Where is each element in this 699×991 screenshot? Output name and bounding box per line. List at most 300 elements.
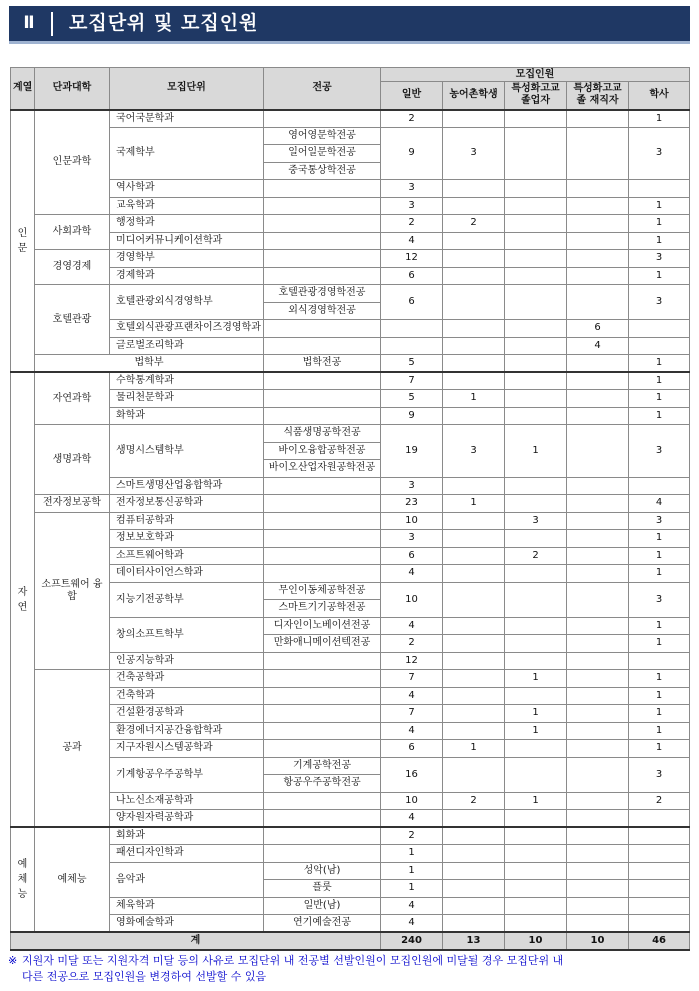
group-cell: 인 문 (11, 110, 35, 373)
rural-cell (443, 320, 505, 338)
unit-cell: 건축학과 (110, 687, 264, 705)
vocgrad-cell (505, 565, 567, 583)
vocgrad-cell (505, 372, 567, 390)
general-cell: 4 (381, 617, 443, 635)
rural-cell (443, 757, 505, 792)
quota-table (10, 67, 690, 951)
major-cell: 바이오융합공학전공 (264, 442, 381, 460)
major-cell: 플룻 (264, 880, 381, 898)
general-cell: 3 (381, 197, 443, 215)
college-cell: 경영경제 (35, 250, 110, 285)
vocgrad-cell (505, 495, 567, 513)
unit-cell: 체육학과 (110, 897, 264, 915)
vocgrad-cell (505, 915, 567, 933)
rural-cell (443, 565, 505, 583)
major-cell: 바이오산업자원공학전공 (264, 460, 381, 478)
college-cell: 사회과학 (35, 215, 110, 250)
college-cell: 전자정보공학 (35, 495, 110, 513)
vocgrad-cell (505, 530, 567, 548)
group-cell: 예 체 능 (11, 827, 35, 932)
general-cell: 4 (381, 810, 443, 828)
col-unit: 모집단위 (110, 68, 264, 110)
vocgrad-cell (505, 635, 567, 653)
college-cell: 자연과학 (35, 372, 110, 425)
rural-cell (443, 232, 505, 250)
unit-cell: 기계항공우주공학부 (110, 757, 264, 792)
unit-cell: 역사학과 (110, 180, 264, 198)
major-cell: 디자인이노베이션전공 (264, 617, 381, 635)
unit-cell: 화학과 (110, 407, 264, 425)
rural-cell (443, 670, 505, 688)
vocgrad-cell (505, 110, 567, 128)
general-cell: 7 (381, 372, 443, 390)
major-cell (264, 477, 381, 495)
major-cell: 성악(남) (264, 862, 381, 880)
rural-cell (443, 652, 505, 670)
unit-cell: 지구자원시스템공학과 (110, 740, 264, 758)
vocwork-cell (567, 355, 629, 373)
rural-cell (443, 355, 505, 373)
unit-cell: 나노신소재공학과 (110, 792, 264, 810)
col-rural: 농어촌학생 (443, 82, 505, 110)
major-cell (264, 372, 381, 390)
vocgrad-cell (505, 267, 567, 285)
vocwork-cell (567, 565, 629, 583)
rural-cell: 1 (443, 495, 505, 513)
total-bachelor: 46 (629, 932, 690, 950)
college-cell: 소프트웨어 융합 (35, 512, 110, 670)
rural-cell (443, 547, 505, 565)
general-cell: 4 (381, 565, 443, 583)
major-cell: 항공우주공학전공 (264, 775, 381, 793)
note-line-2: 다른 전공으로 모집인원을 변경하여 선발할 수 있음 (22, 970, 267, 983)
vocwork-cell (567, 267, 629, 285)
vocwork-cell (567, 582, 629, 617)
vocgrad-cell (505, 862, 567, 880)
vocgrad-cell: 1 (505, 670, 567, 688)
bachelor-cell: 3 (629, 582, 690, 617)
unit-cell: 교육학과 (110, 197, 264, 215)
bachelor-cell: 1 (629, 232, 690, 250)
vocgrad-cell: 2 (505, 547, 567, 565)
vocwork-cell (567, 390, 629, 408)
unit-cell: 생명시스템학부 (110, 425, 264, 478)
rural-cell (443, 285, 505, 320)
rural-cell: 3 (443, 127, 505, 180)
col-general: 일반 (381, 82, 443, 110)
bachelor-cell (629, 810, 690, 828)
col-college: 단과대학 (35, 68, 110, 110)
major-cell: 영어영문학전공 (264, 127, 381, 145)
general-cell: 4 (381, 897, 443, 915)
major-cell (264, 530, 381, 548)
bachelor-cell: 1 (629, 565, 690, 583)
rural-cell (443, 512, 505, 530)
rural-cell: 2 (443, 792, 505, 810)
total-label: 계 (11, 932, 381, 950)
bachelor-cell: 1 (629, 407, 690, 425)
total-general: 240 (381, 932, 443, 950)
col-bachelor: 학사 (629, 82, 690, 110)
general-cell: 6 (381, 547, 443, 565)
rural-cell (443, 477, 505, 495)
vocwork-cell (567, 250, 629, 268)
rural-cell (443, 407, 505, 425)
general-cell: 16 (381, 757, 443, 792)
vocgrad-cell (505, 285, 567, 320)
rural-cell (443, 722, 505, 740)
bachelor-cell (629, 915, 690, 933)
bachelor-cell: 3 (629, 757, 690, 792)
rural-cell (443, 180, 505, 198)
bachelor-cell: 1 (629, 547, 690, 565)
vocgrad-cell (505, 687, 567, 705)
vocwork-cell (567, 180, 629, 198)
bachelor-cell: 1 (629, 390, 690, 408)
major-cell: 법학전공 (264, 355, 381, 373)
section-header (9, 6, 690, 44)
vocwork-cell (567, 705, 629, 723)
rural-cell: 1 (443, 740, 505, 758)
general-cell: 5 (381, 355, 443, 373)
vocwork-cell (567, 757, 629, 792)
unit-cell: 호텔관광외식경영학부 (110, 285, 264, 320)
major-cell: 일어일문학전공 (264, 145, 381, 163)
bachelor-cell: 1 (629, 687, 690, 705)
bachelor-cell (629, 827, 690, 845)
vocwork-cell (567, 110, 629, 128)
vocgrad-cell (505, 250, 567, 268)
major-cell: 무인이동체공학전공 (264, 582, 381, 600)
vocwork-cell (567, 197, 629, 215)
major-cell (264, 390, 381, 408)
vocwork-cell (567, 232, 629, 250)
unit-cell: 글로벌조리학과 (110, 337, 264, 355)
section-title: 모집단위 및 모집인원 (69, 12, 259, 34)
note-mark: ※ (8, 954, 18, 967)
vocgrad-cell: 1 (505, 705, 567, 723)
major-cell: 호텔관광경영학전공 (264, 285, 381, 303)
unit-cell: 정보보호학과 (110, 530, 264, 548)
vocwork-cell (567, 530, 629, 548)
vocgrad-cell (505, 197, 567, 215)
unit-cell: 물리천문학과 (110, 390, 264, 408)
general-cell: 3 (381, 180, 443, 198)
header-divider (51, 12, 53, 36)
bachelor-cell: 1 (629, 635, 690, 653)
vocwork-cell (567, 635, 629, 653)
bachelor-cell: 4 (629, 495, 690, 513)
bachelor-cell (629, 652, 690, 670)
major-cell: 연기예술전공 (264, 915, 381, 933)
major-cell (264, 792, 381, 810)
general-cell: 2 (381, 635, 443, 653)
unit-cell: 인공지능학과 (110, 652, 264, 670)
vocgrad-cell (505, 810, 567, 828)
rural-cell: 2 (443, 215, 505, 233)
general-cell: 6 (381, 267, 443, 285)
vocgrad-cell (505, 320, 567, 338)
vocwork-cell: 4 (567, 337, 629, 355)
vocgrad-cell (505, 652, 567, 670)
general-cell: 10 (381, 512, 443, 530)
vocwork-cell (567, 862, 629, 880)
rural-cell (443, 862, 505, 880)
bachelor-cell: 3 (629, 127, 690, 180)
general-cell: 19 (381, 425, 443, 478)
major-cell (264, 810, 381, 828)
vocwork-cell (567, 880, 629, 898)
general-cell (381, 337, 443, 355)
bachelor-cell (629, 337, 690, 355)
unit-cell: 경영학부 (110, 250, 264, 268)
major-cell (264, 565, 381, 583)
total-vocgrad: 10 (505, 932, 567, 950)
total-row (11, 932, 690, 950)
bachelor-cell: 1 (629, 110, 690, 128)
general-cell: 6 (381, 285, 443, 320)
unit-cell: 음악과 (110, 862, 264, 897)
unit-cell: 양자원자력공학과 (110, 810, 264, 828)
unit-cell: 소프트웨어학과 (110, 547, 264, 565)
vocgrad-cell: 1 (505, 425, 567, 478)
major-cell (264, 827, 381, 845)
general-cell: 12 (381, 652, 443, 670)
unit-cell: 데이터사이언스학과 (110, 565, 264, 583)
bachelor-cell: 1 (629, 705, 690, 723)
vocgrad-cell (505, 390, 567, 408)
major-cell: 스마트기기공학전공 (264, 600, 381, 618)
general-cell: 3 (381, 477, 443, 495)
vocwork-cell (567, 547, 629, 565)
vocwork-cell (567, 897, 629, 915)
bachelor-cell: 3 (629, 250, 690, 268)
vocwork-cell (567, 425, 629, 478)
bachelor-cell: 1 (629, 530, 690, 548)
vocwork-cell (567, 127, 629, 180)
vocwork-cell (567, 617, 629, 635)
vocwork-cell (567, 915, 629, 933)
college-cell: 예체능 (35, 827, 110, 932)
major-cell (264, 407, 381, 425)
bachelor-cell: 1 (629, 355, 690, 373)
general-cell: 4 (381, 687, 443, 705)
unit-cell: 패션디자인학과 (110, 845, 264, 863)
general-cell: 2 (381, 827, 443, 845)
bachelor-cell: 1 (629, 267, 690, 285)
unit-cell: 행정학과 (110, 215, 264, 233)
vocwork-cell (567, 285, 629, 320)
rural-cell (443, 827, 505, 845)
rural-cell (443, 372, 505, 390)
vocgrad-cell (505, 897, 567, 915)
unit-cell: 경제학과 (110, 267, 264, 285)
general-cell: 2 (381, 110, 443, 128)
major-cell (264, 512, 381, 530)
college-cell: 호텔관광 (35, 285, 110, 355)
vocgrad-cell (505, 477, 567, 495)
bachelor-cell: 1 (629, 215, 690, 233)
general-cell: 23 (381, 495, 443, 513)
college-cell: 인문과학 (35, 110, 110, 215)
unit-cell: 지능기전공학부 (110, 582, 264, 617)
rural-cell (443, 617, 505, 635)
col-vocwork: 특성화고교졸 재직자 (567, 82, 629, 110)
unit-cell: 법학부 (35, 355, 264, 373)
bachelor-cell: 1 (629, 722, 690, 740)
unit-cell: 스마트생명산업융합학과 (110, 477, 264, 495)
major-cell (264, 232, 381, 250)
major-cell: 일반(남) (264, 897, 381, 915)
vocwork-cell (567, 477, 629, 495)
vocgrad-cell (505, 355, 567, 373)
major-cell (264, 740, 381, 758)
bachelor-cell: 3 (629, 512, 690, 530)
rural-cell (443, 897, 505, 915)
college-cell: 생명과학 (35, 425, 110, 495)
major-cell (264, 267, 381, 285)
bachelor-cell: 1 (629, 670, 690, 688)
major-cell (264, 705, 381, 723)
vocgrad-cell (505, 757, 567, 792)
bachelor-cell: 1 (629, 372, 690, 390)
vocwork-cell (567, 722, 629, 740)
general-cell: 4 (381, 232, 443, 250)
unit-cell: 국제학부 (110, 127, 264, 180)
vocgrad-cell (505, 407, 567, 425)
bachelor-cell: 3 (629, 285, 690, 320)
bachelor-cell (629, 862, 690, 880)
major-cell (264, 652, 381, 670)
major-cell (264, 670, 381, 688)
unit-cell: 컴퓨터공학과 (110, 512, 264, 530)
bachelor-cell: 2 (629, 792, 690, 810)
rural-cell (443, 810, 505, 828)
vocgrad-cell (505, 180, 567, 198)
general-cell: 1 (381, 845, 443, 863)
major-cell (264, 722, 381, 740)
major-cell: 중국통상학전공 (264, 162, 381, 180)
vocwork-cell (567, 792, 629, 810)
footnote (8, 953, 691, 985)
unit-cell: 전자정보통신공학과 (110, 495, 264, 513)
rural-cell (443, 110, 505, 128)
unit-cell: 영화예술학과 (110, 915, 264, 933)
general-cell: 5 (381, 390, 443, 408)
rural-cell (443, 705, 505, 723)
rural-cell (443, 687, 505, 705)
unit-cell: 창의소프트학부 (110, 617, 264, 652)
general-cell: 4 (381, 722, 443, 740)
major-cell (264, 547, 381, 565)
rural-cell (443, 197, 505, 215)
rural-cell (443, 530, 505, 548)
general-cell: 3 (381, 530, 443, 548)
vocgrad-cell (505, 880, 567, 898)
vocgrad-cell (505, 740, 567, 758)
rural-cell (443, 845, 505, 863)
vocgrad-cell (505, 845, 567, 863)
vocwork-cell (567, 845, 629, 863)
vocwork-cell (567, 495, 629, 513)
unit-cell: 미디어커뮤니케이션학과 (110, 232, 264, 250)
bachelor-cell (629, 320, 690, 338)
rural-cell (443, 635, 505, 653)
bachelor-cell (629, 897, 690, 915)
general-cell: 4 (381, 915, 443, 933)
general-cell: 1 (381, 880, 443, 898)
bachelor-cell (629, 477, 690, 495)
bachelor-cell: 1 (629, 617, 690, 635)
rural-cell (443, 267, 505, 285)
total-vocwork: 10 (567, 932, 629, 950)
major-cell (264, 110, 381, 128)
unit-cell: 수학통계학과 (110, 372, 264, 390)
unit-cell: 환경에너지공간융합학과 (110, 722, 264, 740)
college-cell: 공과 (35, 670, 110, 828)
general-cell: 10 (381, 582, 443, 617)
vocgrad-cell: 3 (505, 512, 567, 530)
vocgrad-cell (505, 337, 567, 355)
vocwork-cell (567, 740, 629, 758)
general-cell: 1 (381, 862, 443, 880)
major-cell (264, 320, 381, 338)
col-major: 전공 (264, 68, 381, 110)
bachelor-cell: 1 (629, 197, 690, 215)
major-cell (264, 215, 381, 233)
rural-cell: 1 (443, 390, 505, 408)
major-cell (264, 337, 381, 355)
general-cell: 12 (381, 250, 443, 268)
unit-cell: 회화과 (110, 827, 264, 845)
general-cell (381, 320, 443, 338)
vocgrad-cell (505, 827, 567, 845)
major-cell: 기계공학전공 (264, 757, 381, 775)
major-cell (264, 845, 381, 863)
unit-cell: 건설환경공학과 (110, 705, 264, 723)
major-cell (264, 197, 381, 215)
rural-cell (443, 915, 505, 933)
vocgrad-cell (505, 582, 567, 617)
rural-cell (443, 880, 505, 898)
vocwork-cell (567, 512, 629, 530)
bachelor-cell: 3 (629, 425, 690, 478)
general-cell: 9 (381, 407, 443, 425)
col-quota: 모집인원 (381, 68, 690, 82)
vocwork-cell (567, 810, 629, 828)
general-cell: 10 (381, 792, 443, 810)
group-cell: 자 연 (11, 372, 35, 827)
unit-cell: 호텔외식관광프랜차이즈경영학과 (110, 320, 264, 338)
vocwork-cell (567, 215, 629, 233)
vocwork-cell: 6 (567, 320, 629, 338)
rural-cell: 3 (443, 425, 505, 478)
general-cell: 7 (381, 670, 443, 688)
general-cell: 6 (381, 740, 443, 758)
rural-cell (443, 250, 505, 268)
general-cell: 2 (381, 215, 443, 233)
general-cell: 9 (381, 127, 443, 180)
unit-cell: 건축공학과 (110, 670, 264, 688)
vocwork-cell (567, 407, 629, 425)
vocgrad-cell (505, 232, 567, 250)
vocwork-cell (567, 687, 629, 705)
vocwork-cell (567, 827, 629, 845)
vocwork-cell (567, 652, 629, 670)
rural-cell (443, 337, 505, 355)
general-cell: 7 (381, 705, 443, 723)
major-cell (264, 250, 381, 268)
